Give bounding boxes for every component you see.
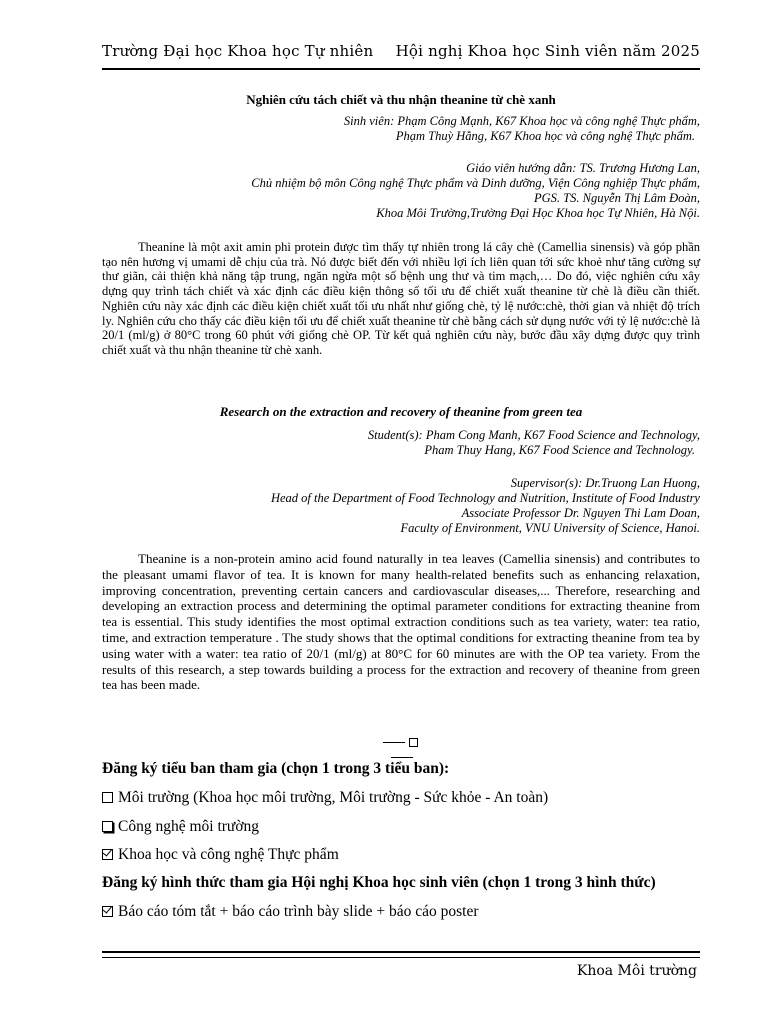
subcommittee-heading: Đăng ký tiểu ban tham gia (chọn 1 trong 3 tiểu ban):	[102, 760, 450, 777]
student-line: Phạm Thuỳ Hằng, K67 Khoa học và công nghệ Thực phẩm.	[395, 129, 695, 143]
student-line: Student(s): Pham Cong Manh, K67 Food Science and Technology,	[367, 428, 700, 442]
supervisor-line: Head of the Department of Food Technology and Nutrition, Institute of Food Industry	[270, 491, 700, 505]
vietnamese-supervisors	[102, 161, 700, 221]
unchecked-box-icon[interactable]	[102, 821, 113, 832]
vietnamese-title: Nghiên cứu tách chiết và thu nhận theanine từ chè xanh	[246, 92, 556, 107]
divider-line	[383, 742, 405, 743]
header-conference: Hội nghị Khoa học Sinh viên năm 2025	[395, 42, 700, 60]
option-label: Môi trường (Khoa học môi trường, Môi trường - Sức khỏe - An toàn)	[118, 789, 549, 806]
checked-box-icon[interactable]	[102, 849, 113, 860]
supervisor-line: PGS. TS. Nguyễn Thị Lâm Đoàn,	[534, 191, 700, 205]
header-university: Trường Đại học Khoa học Tự nhiên	[102, 42, 374, 60]
english-students	[102, 428, 700, 458]
english-title: Research on the extraction and recovery of theanine from green tea	[219, 404, 583, 419]
option-label: Công nghệ môi trường	[118, 818, 260, 835]
unchecked-box-icon[interactable]	[102, 792, 113, 803]
supervisor-line: Associate Professor Dr. Nguyen Thi Lam Doan,	[461, 506, 700, 520]
student-line: Sinh viên: Phạm Công Mạnh, K67 Khoa học và công nghệ Thực phẩm,	[343, 114, 700, 128]
footer-department: Khoa Môi trường	[576, 963, 697, 979]
supervisor-line: Chủ nhiệm bộ môn Công nghệ Thực phẩm và Dinh dưỡng, Viện Công nghiệp Thực phẩm,	[251, 176, 700, 190]
format-heading: Đăng ký hình thức tham gia Hội nghị Khoa học sinh viên (chọn 1 trong 3 hình thức)	[102, 874, 656, 891]
english-abstract: Theanine is a non-protein amino acid found naturally in tea leaves (Camellia sinensis) and contributes to the pleasant umami flavor of tea. It is known for many health-related benefits such as enhancing relaxation, improving concentration, preventing certain cancers and cardiovascular diseases,... Therefore, researching and developing an extraction process and determining the optimal parameter conditions for extracting theanine from tea is essential. This study identifies the most optimal extraction conditions such as tea variety, water: tea ratio, time, and extraction temperature . The study shows that the optimal conditions for extracting theanine from tea by using water with a water: tea ratio of 20/1 (ml/g) at 80°C for 60 minutes are with the OP tea variety. From the results of this research, a step towards building a process for the extraction and recovery of theanine from green tea has been made.	[102, 551, 700, 693]
supervisor-line: Faculty of Environment, VNU University of Science, Hanoi.	[400, 521, 700, 535]
student-line: Pham Thuy Hang, K67 Food Science and Technology.	[424, 443, 695, 457]
option-label: Khoa học và công nghệ Thực phẩm	[118, 846, 339, 863]
supervisor-line: Giáo viên hướng dẫn: TS. Trương Hương Lan,	[466, 161, 700, 175]
format-option-full[interactable]	[102, 903, 712, 921]
footer-rule	[102, 951, 700, 958]
option-label: Báo cáo tóm tắt + báo cáo trình bày slide + báo cáo poster	[118, 903, 479, 920]
subcommittee-option-env-tech[interactable]	[102, 818, 712, 836]
divider-ornament-icon	[409, 738, 418, 747]
supervisor-line: Khoa Môi Trường,Trường Đại Học Khoa học Tự Nhiên, Hà Nội.	[376, 206, 700, 220]
subcommittee-option-environment[interactable]	[102, 789, 712, 807]
vietnamese-abstract: Theanine là một axit amin phi protein được tìm thấy tự nhiên trong lá cây chè (Camellia sinensis) và góp phần tạo nên hương vị umami dễ chịu của trà. Nó được biết đến với nhiều lợi ích liên quan tới sức khoẻ như tăng cường sự thư giãn, cải thiện khả năng tập trung, ngăn ngừa một số bệnh ung thư và tim mạch,… Do đó, việc nghiên cứu xây dựng quy trình tách chiết và xác định các điều kiện thông số tối ưu để chiết xuất theanine từ chè là điều cần thiết. Nghiên cứu này xác định các điều kiện chiết xuất tối ưu nhất như giống chè, tỷ lệ nước:chè, thời gian và nhiệt độ trích ly. Nghiên cứu cho thấy các điều kiện tối ưu để chiết xuất theanine từ chè bằng cách sử dụng nước với tỷ lệ nước:chè là 20/1 (ml/g) ở 80°C trong 60 phút với giống chè OP. Từ kết quả nghiên cứu này, bước đầu xây dựng được quy trình chiết xuất và thu nhận theanine từ chè xanh.	[102, 240, 700, 357]
english-supervisors	[102, 476, 700, 536]
page-header	[102, 42, 700, 70]
checked-box-icon[interactable]	[102, 906, 113, 917]
vietnamese-students	[102, 114, 700, 144]
supervisor-line: Supervisor(s): Dr.Truong Lan Huong,	[510, 476, 700, 490]
divider-line	[391, 757, 413, 758]
subcommittee-option-food-science[interactable]	[102, 846, 712, 864]
